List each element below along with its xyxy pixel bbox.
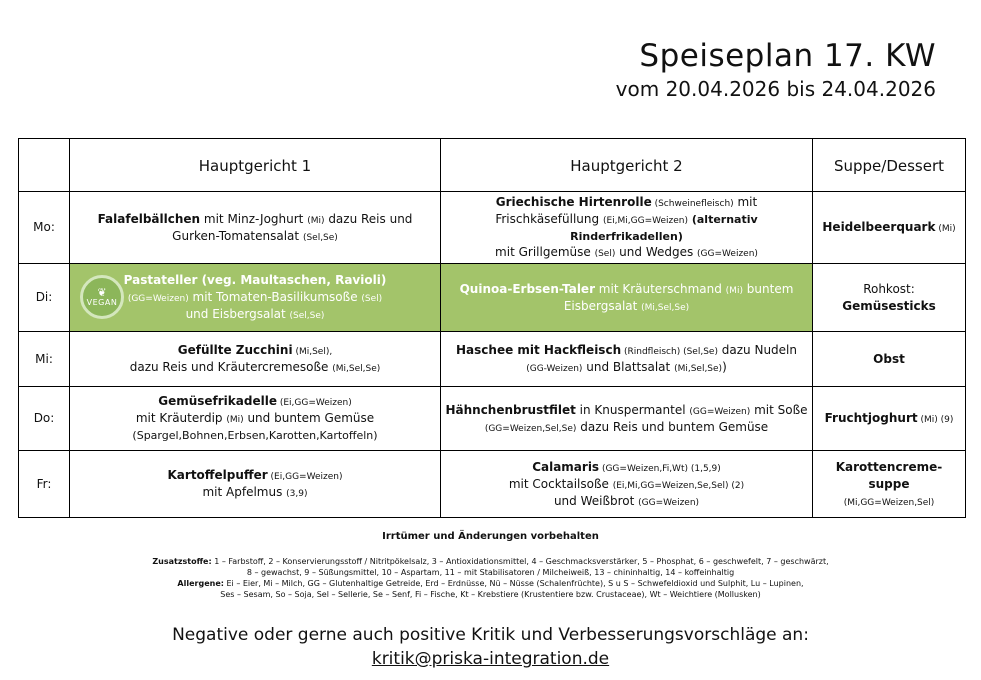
- dish-name: Karottencreme-: [835, 459, 943, 474]
- page-title: Speiseplan 17. KW: [639, 38, 936, 74]
- dish-text: Frischkäsefüllung: [495, 211, 603, 226]
- allergen-note: (Mi): [307, 215, 325, 226]
- dish-name: Griechische Hirtenrolle: [495, 195, 652, 209]
- dish-text: dazu Reis und Kräutercremesoße: [129, 360, 333, 375]
- allergen-note: (2): [728, 480, 745, 491]
- allergen-note: (Ei,Mi,GG=Weizen,Se,Sel): [612, 480, 729, 491]
- table-row: [19, 264, 966, 332]
- table-row: [19, 192, 966, 264]
- soup-dessert: [813, 387, 966, 451]
- table-row: [19, 451, 966, 518]
- day-label: Mo:: [19, 192, 70, 264]
- dish-text: mit Grillgemüse: [495, 245, 595, 260]
- dish-text: und Blattsalat: [582, 360, 675, 375]
- column-header-day: [19, 139, 70, 192]
- dish-text: mit Kräuterdip: [135, 411, 227, 426]
- dish-name: Gefüllte Zucchini: [177, 343, 293, 358]
- feedback-section: [0, 623, 981, 671]
- dish-text: Rohkost:: [863, 281, 915, 296]
- soup-dessert: [813, 451, 966, 518]
- allergen-note: (Mi): [917, 415, 938, 426]
- column-header-main-2: Hauptgericht 2: [441, 139, 813, 192]
- main-dish-2: [441, 387, 813, 451]
- table-row: [19, 332, 966, 387]
- allergen-note: (GG=Weizen): [689, 406, 751, 417]
- allergen-note: (Mi): [226, 415, 244, 426]
- leaf-icon: ❦: [97, 286, 107, 300]
- allergen-note: (Sel): [361, 294, 383, 305]
- allergen-note: (Schweinefleisch): [651, 199, 734, 209]
- allergen-note: (Sel,Se): [289, 311, 325, 322]
- day-label: Fr:: [19, 451, 70, 518]
- dish-text: (Spargel,Bohnen,Erbsen,Karotten,Kartoffeln): [132, 429, 378, 443]
- additives-text: 8 – gewachst, 9 – Süßungsmittel, 10 – Aspartam, 11 – mit Stabilisatoren / Milcheiweiß, 13 – chininhaltig, 14 – koffeinhaltig: [246, 568, 735, 577]
- allergen-note: (Mi,Sel,Se): [674, 364, 723, 375]
- allergen-note: (Ei,GG=Weizen): [276, 398, 352, 409]
- dish-name: Heidelbeerquark: [822, 220, 936, 235]
- soup-dessert: [813, 264, 966, 332]
- soup-dessert: [813, 332, 966, 387]
- dish-text: dazu Reis und buntem Gemüse: [576, 419, 769, 434]
- dish-text: (veg. Maultaschen, Ravioli): [197, 273, 387, 288]
- allergen-note: (GG=Weizen,Sel,Se): [484, 423, 577, 434]
- main-dish-1: [70, 264, 441, 332]
- dish-name: Fruchtjoghurt: [824, 411, 918, 426]
- allergens-text: Ei – Eier, Mi – Milch, GG – Glutenhaltige Getreide, Erd – Erdnüsse, Nü – Nüsse (Schalenfrüchte), S u S – Schwefeldioxid und Sulphit, Lu – Lupinen,: [223, 579, 804, 588]
- dish-text: und Wedges: [615, 245, 698, 260]
- table-header-row: [19, 139, 966, 192]
- disclaimer: Irrtümer und Änderungen vorbehalten: [382, 531, 599, 542]
- dish-name: suppe: [868, 476, 910, 491]
- feedback-text: Negative oder gerne auch positive Kritik und Verbesserungsvorschläge an:: [172, 625, 809, 645]
- allergen-note: (GG-Weizen): [526, 364, 583, 375]
- allergens-text: Ses – Sesam, So – Soja, Sel – Sellerie, Se – Senf, Fi – Fische, Kt – Krebstiere (Krustentiere bzw. Crustaceae), Wt – Weichtiere (Mollusken): [220, 590, 761, 599]
- dish-text: buntem: [742, 281, 794, 296]
- menu-table: [18, 138, 966, 518]
- main-dish-2: [441, 451, 813, 518]
- allergen-note: (GG=Weizen): [638, 497, 700, 508]
- dish-text: und buntem Gemüse: [243, 411, 375, 426]
- dish-name: Obst: [873, 351, 905, 366]
- dish-text: mit Soße: [750, 402, 808, 417]
- dish-alternative: (alternativ Rinderfrikadellen): [570, 212, 758, 243]
- table-row: [19, 387, 966, 451]
- dish-name: Kartoffelpuffer: [167, 468, 268, 483]
- allergen-note: (3,9): [286, 489, 308, 500]
- dish-name: Gemüsefrikadelle: [158, 394, 277, 409]
- dish-text: und Eisbergsalat: [185, 307, 290, 322]
- date-range: vom 20.04.2026 bis 24.04.2026: [615, 77, 936, 101]
- allergen-note: (Mi,Sel),: [292, 347, 333, 358]
- dish-text: mit Minz-Joghurt: [200, 211, 308, 226]
- column-header-soup-dessert: Suppe/Dessert: [813, 139, 966, 192]
- dish-text: in Knuspermantel: [575, 402, 690, 417]
- allergen-note: (Ei,GG=Weizen): [267, 472, 343, 483]
- main-dish-1: [70, 451, 441, 518]
- soup-dessert: [813, 192, 966, 264]
- additives-text: 1 – Farbstoff, 2 – Konservierungsstoff / Nitritpökelsalz, 3 – Antioxidationsmittel, 4 – Geschmacksverstärker, 5 – Phosphat, 6 – geschwefelt, 7 – geschwärzt,: [211, 557, 829, 566]
- dish-name: Calamaris: [532, 459, 600, 474]
- main-dish-1: [70, 387, 441, 451]
- dish-text: mit Cocktailsoße: [508, 476, 613, 491]
- allergen-note: (9): [937, 415, 954, 426]
- allergen-note: (Rindfleisch): [621, 347, 681, 358]
- dish-text: mit Tomaten-Basilikumsoße: [188, 290, 362, 305]
- legend: [0, 556, 981, 600]
- allergen-note: (1,5,9): [688, 463, 721, 474]
- allergen-note: (Mi,Sel,Se): [332, 364, 381, 375]
- allergen-note: (GG=Weizen): [127, 294, 189, 305]
- main-dish-2: [441, 332, 813, 387]
- dish-text: und Weißbrot: [553, 493, 639, 508]
- allergen-note: (GG=Weizen,Fi,Wt): [599, 463, 688, 474]
- dish-text: mit Apfelmus: [202, 485, 287, 500]
- main-dish-2: [441, 192, 813, 264]
- column-header-main-1: Hauptgericht 1: [70, 139, 441, 192]
- dish-text: mit: [733, 195, 758, 209]
- day-label: Do:: [19, 387, 70, 451]
- dish-text: dazu Nudeln: [717, 343, 797, 358]
- dish-name: Haschee mit Hackfleisch: [456, 343, 622, 358]
- dish-name: Hähnchenbrustfilet: [445, 402, 576, 417]
- additives-label: Zusatzstoffe:: [152, 557, 212, 566]
- main-dish-1: [70, 192, 441, 264]
- allergens-label: Allergene:: [177, 579, 224, 588]
- dish-name: Pastateller: [123, 273, 198, 288]
- day-label: Mi:: [19, 332, 70, 387]
- email-link[interactable]: kritik@priska-integration.de: [371, 649, 610, 669]
- vegan-badge: [80, 275, 124, 319]
- allergen-note: (Ei,Mi,GG=Weizen): [602, 215, 689, 226]
- allergen-note: (Sel): [594, 249, 616, 260]
- dish-text: Eisbergsalat: [563, 298, 642, 313]
- allergen-note: (GG=Weizen): [697, 249, 758, 260]
- dish-name: Quinoa-Erbsen-Taler: [459, 281, 595, 296]
- dish-text: mit Kräuterschmand: [594, 281, 726, 296]
- allergen-note: (Mi,Sel,Se): [641, 302, 690, 313]
- dish-text: ): [722, 360, 727, 375]
- allergen-note: (Sel,Se): [680, 347, 718, 358]
- main-dish-2: [441, 264, 813, 332]
- allergen-note: (Mi): [725, 285, 743, 296]
- allergen-note: (Mi,GG=Weizen,Sel): [843, 497, 935, 508]
- allergen-note: (Mi): [935, 224, 956, 235]
- vegan-label: VEGAN: [86, 298, 118, 308]
- day-label: Di:: [19, 264, 70, 332]
- dish-name: Gemüsesticks: [842, 298, 936, 313]
- main-dish-1: [70, 332, 441, 387]
- dish-name: Falafelbällchen: [97, 211, 201, 226]
- dish-text: dazu Reis und: [324, 211, 413, 226]
- dish-text: Gurken-Tomatensalat: [172, 228, 303, 243]
- allergen-note: (Sel,Se): [302, 232, 338, 243]
